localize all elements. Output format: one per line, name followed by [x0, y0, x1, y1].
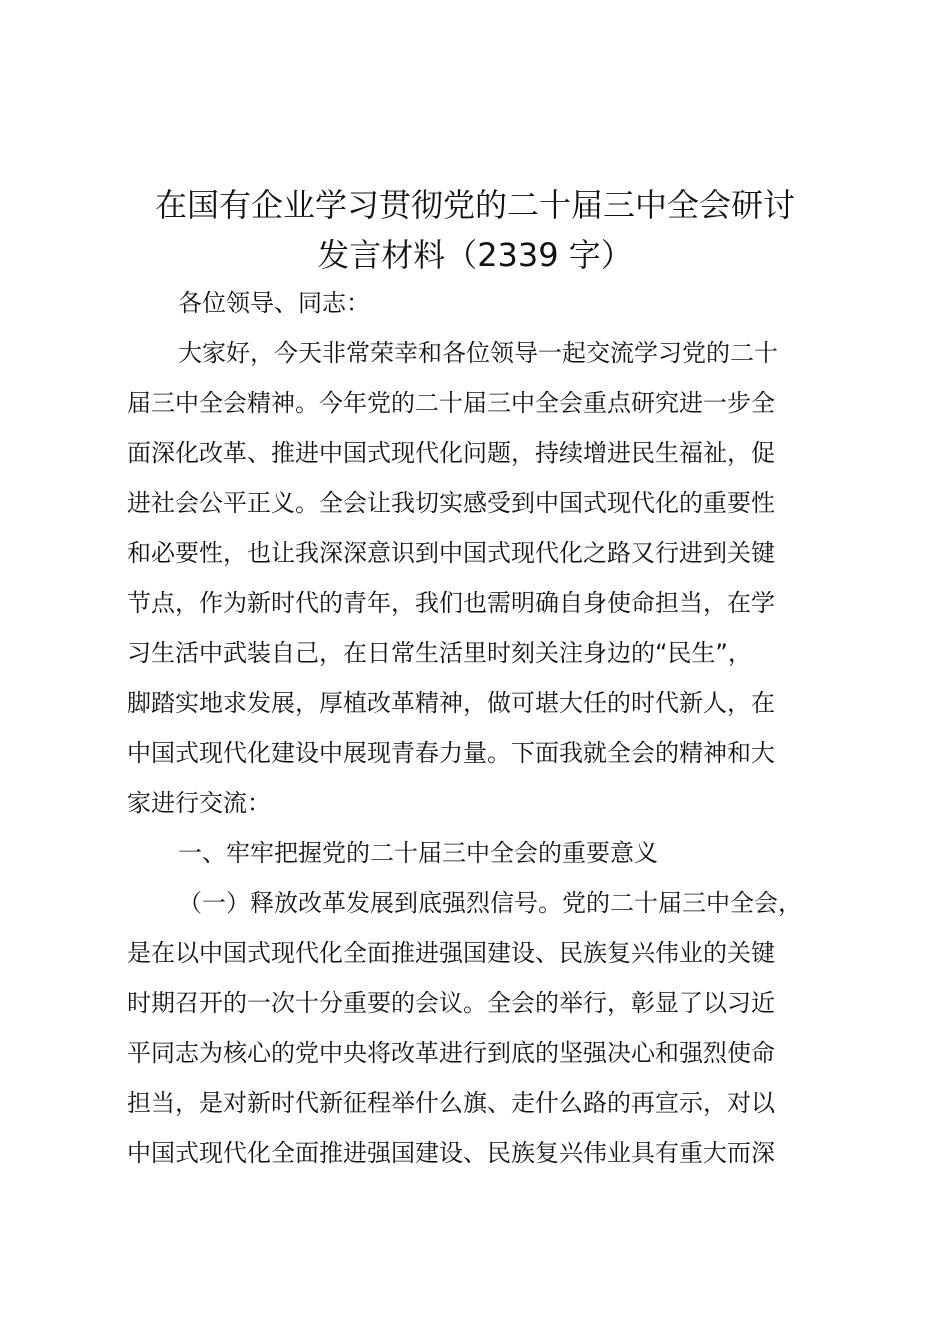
text-line: 平同志为核心的党中央将改革进行到底的坚强决心和强烈使命	[127, 1039, 775, 1067]
text-line: 节点，作为新时代的青年，我们也需明确自身使命担当，在学	[127, 589, 775, 617]
title-line: 在国有企业学习贯彻党的二十届三中全会研讨	[154, 186, 795, 224]
text-line: 一、牢牢把握党的二十届三中全会的重要意义	[178, 839, 658, 867]
salutation-paragraph	[127, 278, 833, 328]
section-heading	[127, 828, 833, 878]
text-line: 面深化改革、推进中国式现代化问题，持续增进民生福祉，促	[127, 439, 775, 467]
text-line: 是在以中国式现代化全面推进强国建设、民族复兴伟业的关键	[127, 939, 775, 967]
text-line: 中国式现代化建设中展现青春力量。下面我就全会的精神和大	[127, 739, 775, 767]
section-paragraph	[127, 878, 833, 1178]
intro-paragraph	[127, 328, 833, 828]
text-line: 家进行交流：	[127, 789, 271, 817]
text-line: 届三中全会精神。今年党的二十届三中全会重点研究进一步全	[127, 389, 775, 417]
text-line: 大家好，今天非常荣幸和各位领导一起交流学习党的二十	[178, 339, 778, 367]
text-line: 脚踏实地求发展，厚植改革精神，做可堪大任的时代新人，在	[127, 689, 775, 717]
text-line: 进社会公平正义。全会让我切实感受到中国式现代化的重要性	[127, 489, 775, 517]
document-title	[110, 180, 840, 280]
document-body	[127, 278, 833, 1178]
text-line: 担当，是对新时代新征程举什么旗、走什么路的再宣示，对以	[127, 1089, 775, 1117]
text-line: 时期召开的一次十分重要的会议。全会的举行，彰显了以习近	[127, 989, 775, 1017]
text-line: 和必要性，也让我深深意识到中国式现代化之路又行进到关键	[127, 539, 775, 567]
title-line: 发言材料（2339 字）	[317, 236, 633, 274]
text-line: 习生活中武装自己，在日常生活里时刻关注身边的“民生”，	[127, 639, 752, 667]
text-line: 各位领导、同志：	[178, 289, 370, 317]
text-line: 中国式现代化全面推进强国建设、民族复兴伟业具有重大而深	[127, 1139, 775, 1167]
text-line: （一）释放改革发展到底强烈信号。党的二十届三中全会，	[178, 889, 802, 917]
